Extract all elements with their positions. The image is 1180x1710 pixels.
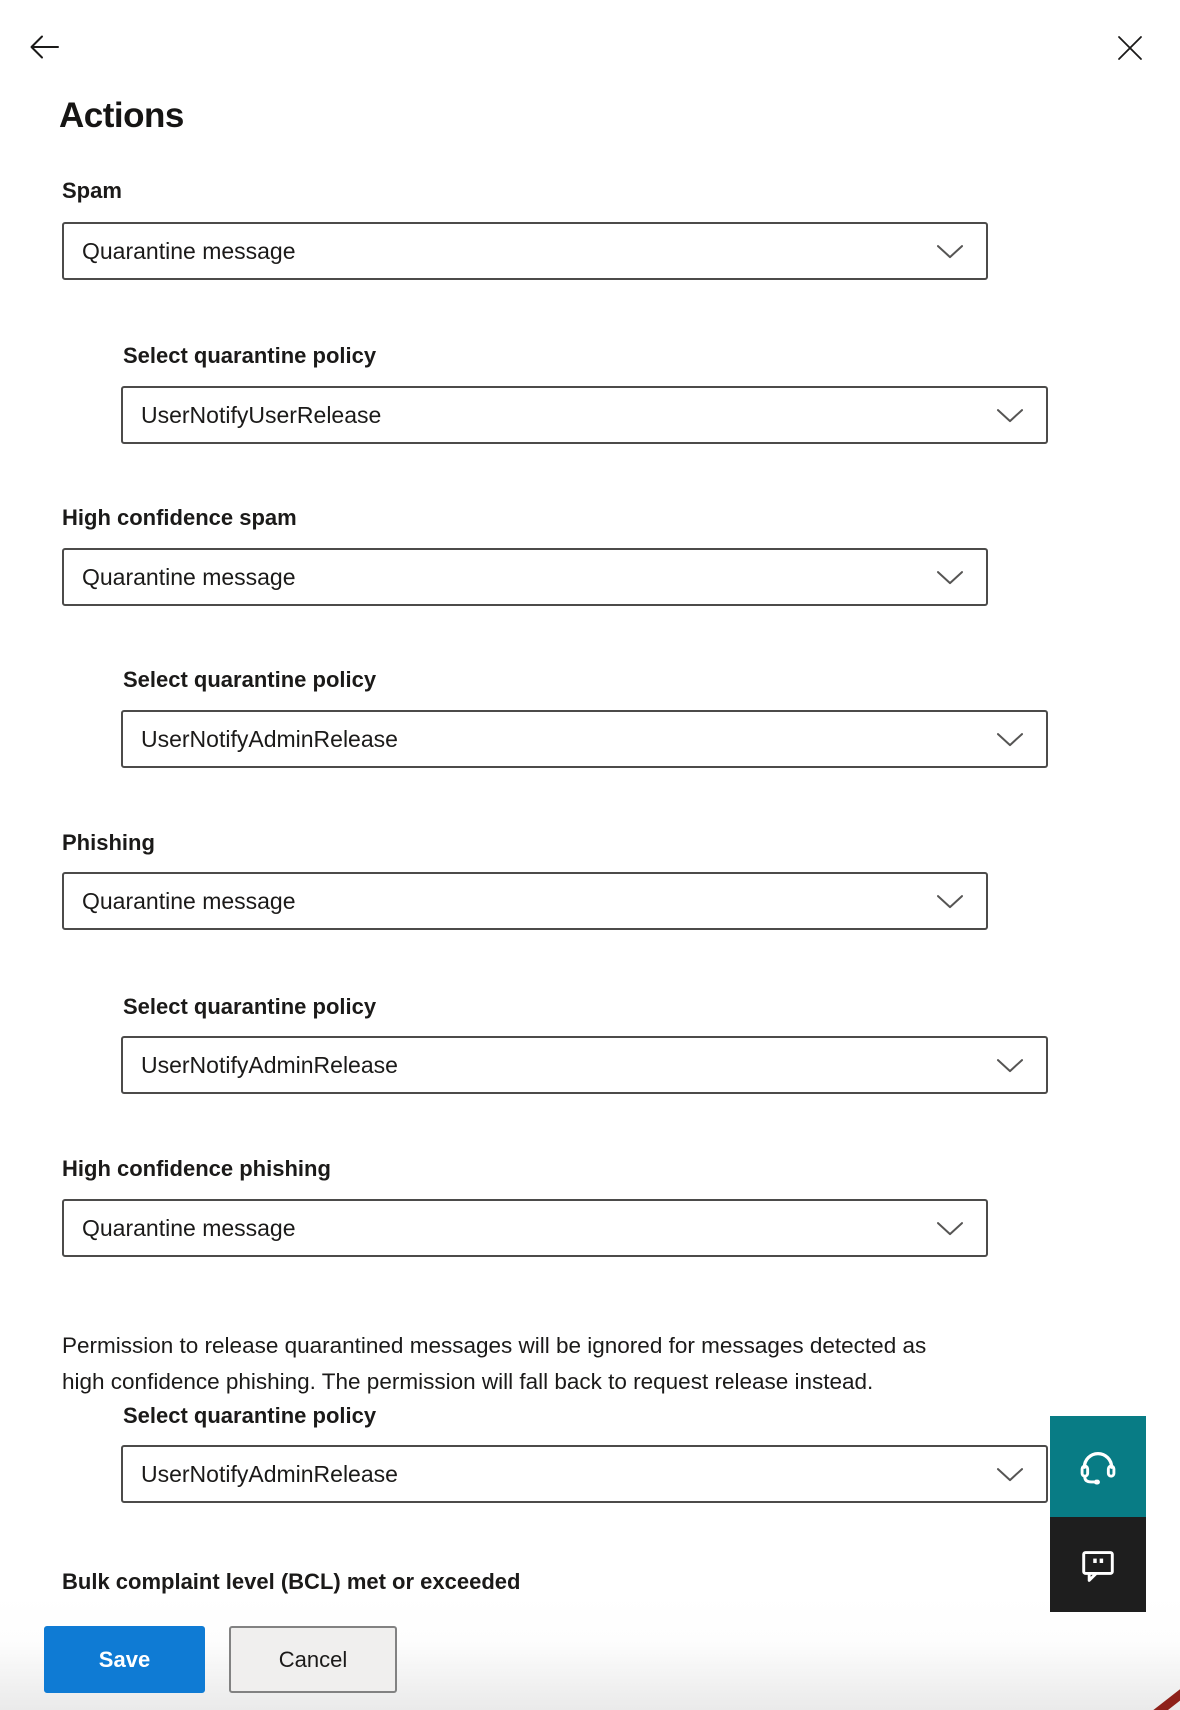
spam-policy-label: Select quarantine policy — [123, 343, 377, 368]
chevron-down-icon — [996, 1462, 1024, 1489]
high-confidence-phishing-action-value: Quarantine message — [82, 1214, 296, 1241]
phishing-policy-dropdown[interactable] — [121, 1036, 1048, 1094]
phishing-section-label: Phishing — [62, 830, 155, 855]
high-confidence-spam-policy-dropdown[interactable] — [121, 710, 1048, 768]
cancel-button[interactable]: Cancel — [229, 1626, 397, 1693]
feedback-button[interactable] — [1050, 1517, 1146, 1612]
page-title: Actions — [59, 96, 184, 135]
high-confidence-spam-action-value: Quarantine message — [82, 563, 296, 590]
phishing-action-value: Quarantine message — [82, 887, 296, 914]
phishing-policy-value: UserNotifyAdminRelease — [141, 1051, 398, 1078]
footer-bar — [0, 1596, 1180, 1710]
close-button[interactable] — [1114, 32, 1146, 64]
phishing-action-dropdown[interactable] — [62, 872, 988, 930]
high-confidence-spam-policy-label: Select quarantine policy — [123, 667, 377, 692]
spam-policy-dropdown[interactable] — [121, 386, 1048, 444]
headset-icon — [1075, 1444, 1121, 1490]
chevron-down-icon — [996, 1053, 1024, 1080]
chevron-down-icon — [936, 1216, 964, 1243]
high-confidence-phishing-policy-label: Select quarantine policy — [123, 1403, 377, 1428]
high-confidence-phishing-action-dropdown[interactable] — [62, 1199, 988, 1257]
chevron-down-icon — [996, 403, 1024, 430]
high-confidence-phishing-policy-dropdown[interactable] — [121, 1445, 1048, 1503]
phishing-policy-label: Select quarantine policy — [123, 994, 377, 1019]
high-confidence-spam-policy-value: UserNotifyAdminRelease — [141, 725, 398, 752]
high-confidence-phishing-policy-value: UserNotifyAdminRelease — [141, 1460, 398, 1487]
bulk-complaint-level-section-label: Bulk complaint level (BCL) met or exceeded — [62, 1569, 521, 1594]
high-confidence-phishing-note — [62, 1328, 1137, 1400]
note-line: Permission to release quarantined messages will be ignored for messages detected as — [62, 1332, 927, 1358]
chat-bubble-icon — [1076, 1543, 1120, 1587]
spam-action-value: Quarantine message — [82, 237, 296, 264]
chevron-down-icon — [936, 565, 964, 592]
back-button[interactable] — [25, 28, 63, 66]
chevron-down-icon — [996, 727, 1024, 754]
high-confidence-spam-section-label: High confidence spam — [62, 505, 297, 530]
spam-action-dropdown[interactable] — [62, 222, 988, 280]
save-button[interactable]: Save — [44, 1626, 205, 1693]
note-line: high confidence phishing. The permission will fall back to request release instead. — [62, 1368, 874, 1394]
high-confidence-phishing-section-label: High confidence phishing — [62, 1156, 331, 1181]
high-confidence-spam-action-dropdown[interactable] — [62, 548, 988, 606]
chevron-down-icon — [936, 889, 964, 916]
spam-policy-value: UserNotifyUserRelease — [141, 401, 382, 428]
arrow-left-icon — [25, 54, 63, 69]
chevron-down-icon — [936, 239, 964, 266]
help-button[interactable] — [1050, 1416, 1146, 1517]
spam-section-label: Spam — [62, 178, 122, 203]
close-icon — [1114, 52, 1146, 67]
